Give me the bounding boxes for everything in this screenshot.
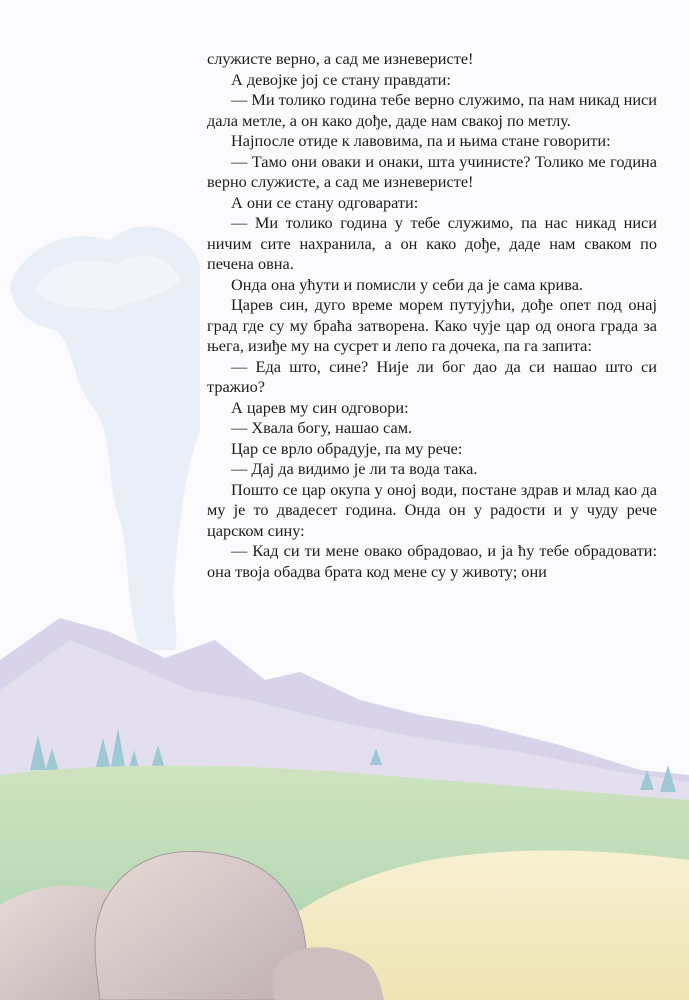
paragraph: служисте верно, а сад ме изневеристе!	[207, 49, 474, 68]
paragraph: — Дај да видимо је ли та вода така.	[231, 459, 478, 478]
paragraph: — Хвала богу, нашао сам.	[231, 418, 413, 437]
paragraph: Најпосле отиде к лавовима, па и њима стане говорити:	[231, 131, 611, 150]
paragraph: — Тамо они оваки и онаки, шта учинисте? Толико ме година верно служисте, а сад ме изневеристе!	[207, 151, 657, 191]
paragraph: — Ми толико година у тебе служимо, па нас никад ниси ничим сите нахранила, а он како дође, даде нам сваком по печена овна.	[207, 213, 657, 273]
story-text	[207, 49, 657, 582]
paragraph: А девојке јој се стану правдати:	[231, 69, 451, 89]
paragraph: А они се стану одговарати:	[231, 192, 419, 212]
paragraph: А царев му син одговори:	[231, 397, 409, 417]
paragraph: — Кад си ти мене овако обрадовао, и ја ћу тебе обрадовати: она твоја обадва брата код мене су у животу; они	[207, 541, 657, 581]
paragraph: Цар се врло обрадује, па му рече:	[231, 438, 463, 458]
paragraph: Онда она ућути и помисли у себи да је сама крива.	[231, 274, 584, 294]
paragraph: Пошто се цар окупа у оној води, постане здрав и млад као да му је то двадесет година. Онда он у радости и у чуду рече царском сину:	[207, 479, 657, 540]
paragraph: — Еда што, сине? Није ли бог дао да си нашао што си тражио?	[207, 356, 657, 396]
paragraph: Царев син, дуго време морем путујући, дође опет под онај град где су му браћа затворена. Како чује цар од онога града за њега, изиђе му на сусрет и лепо га дочека, па га запита:	[207, 295, 657, 355]
cloud-shape	[10, 226, 200, 650]
paragraph: — Ми толико година тебе верно служимо, па нам никад ниси дала метле, а он како дође, даде нам свакој по метлу.	[207, 90, 657, 130]
